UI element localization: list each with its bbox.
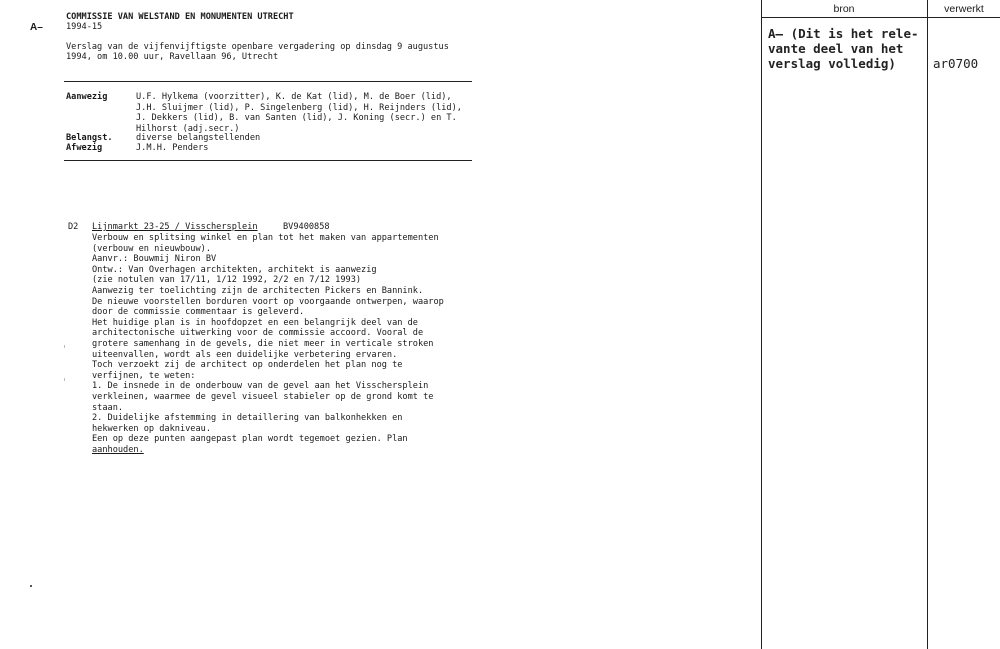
marker-a: A– — [30, 22, 43, 33]
body-line: Het huidige plan is in hoofdopzet en een belangrijk deel van de — [92, 317, 418, 328]
scan-speck — [64, 345, 65, 348]
belangst-label: Belangst. — [66, 133, 113, 143]
bron-note-line: A– (Dit is het rele- — [768, 26, 919, 41]
report-number: 1994-15 — [66, 22, 103, 32]
body-line: De nieuwe voorstellen borduren voort op voorgaande ontwerpen, waarop — [92, 296, 444, 307]
divider-bottom — [64, 160, 472, 161]
aanwezig-line: J. Dekkers (lid), B. van Santen (lid), J. Koning (secr.) en T. — [136, 113, 457, 124]
verwerkt-code: ar0700 — [933, 56, 979, 71]
body-line: 2. Duidelijke afstemming in detaillering van balkonhekken en — [92, 413, 403, 424]
header-underline — [761, 17, 1000, 18]
body-line: Verbouw en splitsing winkel en plan tot het maken van appartementen — [92, 233, 439, 243]
body-line: 1. De insnede in de onderbouw van de gevel aan het Visschersplein — [92, 381, 429, 392]
body-line: (zie notulen van 17/11, 1/12 1992, 2/2 en 7/12 1993) — [92, 275, 362, 286]
body-line: grotere samenhang in de gevels, die niet meer in verticale stroken — [92, 338, 434, 349]
afwezig-value: J.M.H. Penders — [136, 143, 209, 153]
aanwezig-list — [136, 92, 462, 134]
item-title: Lijnmarkt 23-25 / Visschersplein — [92, 222, 258, 232]
item-reference: BV9400858 — [283, 222, 330, 232]
sidebar-left-border — [761, 0, 762, 649]
body-last-line: aanhouden. — [92, 444, 144, 455]
body-line: Aanvr.: Bouwmij Niron BV — [92, 254, 217, 265]
body-line: Een op deze punten aangepast plan wordt tegemoet gezien. Plan — [92, 434, 408, 445]
verslag-line-1: Verslag van de vijfenvijftigste openbare vergadering op dinsdag 9 augustus — [66, 42, 449, 52]
verslag-line-2: 1994, om 10.00 uur, Ravellaan 96, Utrecht — [66, 52, 279, 62]
scan-speck — [30, 585, 32, 587]
body-line: staan. — [92, 402, 124, 413]
item-body — [92, 233, 444, 455]
header-bron: bron — [833, 3, 855, 15]
bron-note — [768, 26, 919, 71]
bron-note-line: vante deel van het — [768, 41, 904, 56]
body-line: verfijnen, te weten: — [92, 370, 196, 381]
body-line: hekwerken op dakniveau. — [92, 423, 211, 434]
afwezig-label: Afwezig — [66, 143, 103, 153]
org-title: COMMISSIE VAN WELSTAND EN MONUMENTEN UTRECHT — [66, 12, 294, 22]
belangst-value: diverse belangstellenden — [136, 133, 261, 143]
aanwezig-label: Aanwezig — [66, 92, 108, 102]
column-divider — [927, 0, 928, 649]
body-line: verkleinen, waarmee de gevel visueel stabieler op de grond komt te — [92, 391, 434, 402]
body-line: architectonische uitwerking voor de commissie accoord. Vooral de — [92, 328, 424, 339]
aanwezig-line: Hilhorst (adj.secr.) — [136, 123, 240, 134]
scan-speck — [64, 378, 65, 381]
body-line: Ontw.: Van Overhagen architekten, architekt is aanwezig — [92, 264, 377, 275]
body-line: door de commissie commentaar is geleverd. — [92, 307, 305, 318]
body-line: uiteenvallen, wordt als een duidelijke verbetering ervaren. — [92, 349, 398, 360]
divider-top — [64, 81, 472, 82]
bron-note-line: verslag volledig) — [768, 56, 896, 71]
body-line: (verbouw en nieuwbouw). — [92, 243, 211, 254]
aanwezig-line: U.F. Hylkema (voorzitter), K. de Kat (lid), M. de Boer (lid), — [136, 92, 452, 102]
item-code: D2 — [68, 222, 79, 232]
body-line: Aanwezig ter toelichting zijn de architecten Pickers en Bannink. — [92, 285, 424, 296]
body-line: Toch verzoekt zij de architect op onderdelen het plan nog te — [92, 360, 403, 371]
header-verwerkt: verwerkt — [944, 3, 984, 15]
aanwezig-line: J.H. Sluijmer (lid), P. Singelenberg (lid), H. Reijnders (lid), — [136, 102, 462, 113]
